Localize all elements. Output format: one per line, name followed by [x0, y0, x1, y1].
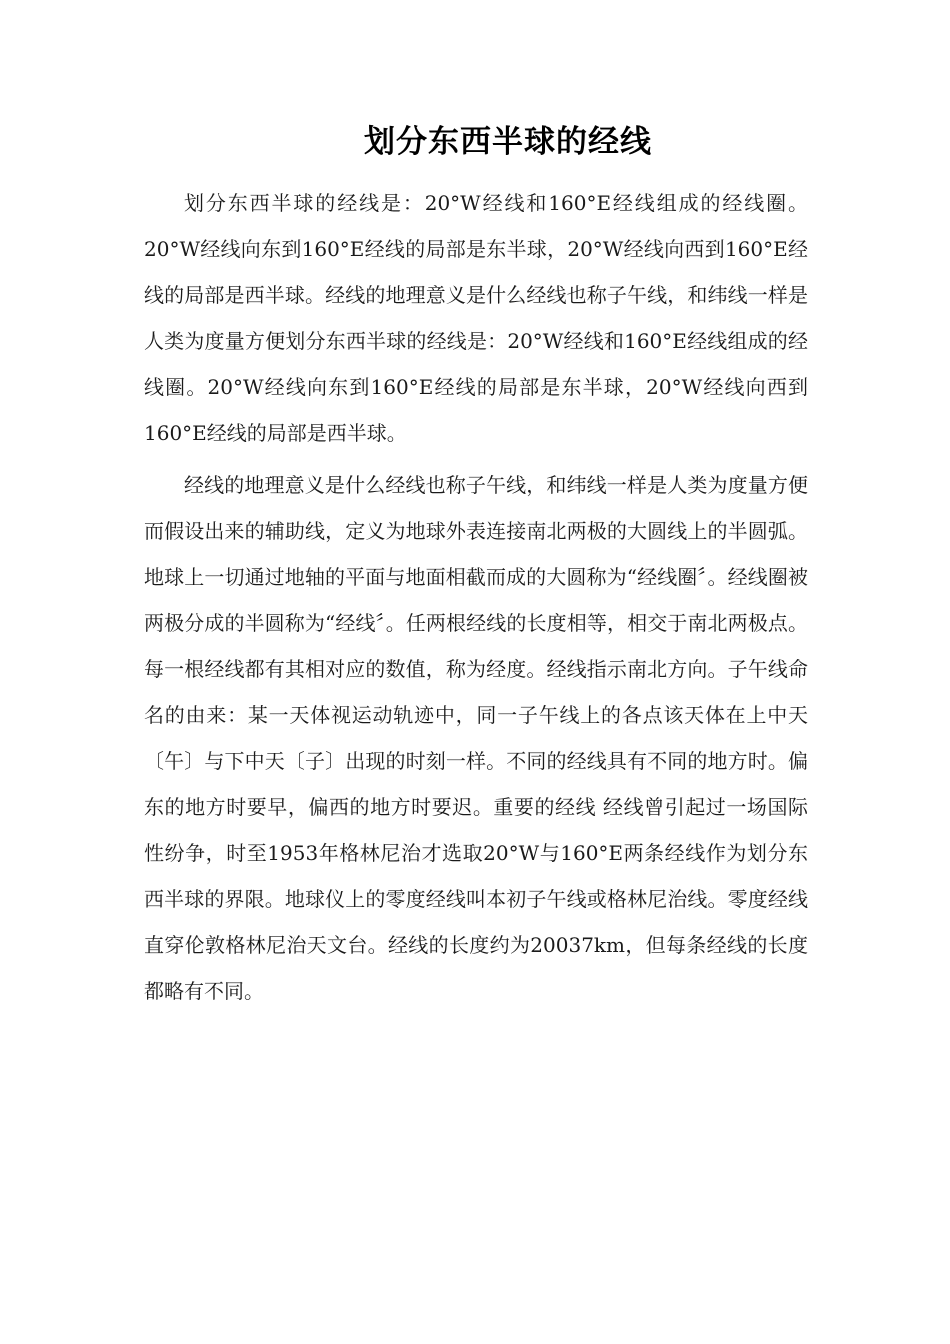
paragraph-1: 划分东西半球的经线是：20°W经线和160°E经线组成的经线圈。20°W经线向东到160°E经线的局部是东半球，20°W经线向西到160°E经线的局部是西半球。经线的地理意义是什么经线也称子午线，和纬线一样是人类为度量方便划分东西半球的经线是：20°W经线和160°E经线组成的经线圈。20°W经线向东到160°E经线的局部是东半球，20°W经线向西到160°E经线的局部是西半球。: [144, 191, 808, 445]
document-title: 划分东西半球的经线: [364, 124, 652, 160]
document-body: [144, 180, 808, 1020]
paragraph-2: 经线的地理意义是什么经线也称子午线，和纬线一样是人类为度量方便而假设出来的辅助线，定义为地球外表连接南北两极的大圆线上的半圆弧。地球上一切通过地轴的平面与地面相截而成的大圆称为“经线圈〞。经线圈被两极分成的半圆称为“经线〞。任两根经线的长度相等，相交于南北两极点。每一根经线都有其相对应的数值，称为经度。经线指示南北方向。子午线命名的由来：某一天体视运动轨迹中，同一子午线上的各点该天体在上中天〔午〕与下中天〔子〕出现的时刻一样。不同的经线具有不同的地方时。偏东的地方时要早，偏西的地方时要迟。重要的经线 经线曾引起过一场国际性纷争，时至1953年格林尼治才选取20°W与160°E两条经线作为划分东西半球的界限。地球仪上的零度经线叫本初子午线或格林尼治线。零度经线直穿伦敦格林尼治天文台。经线的长度约为20037km，但每条经线的长度都略有不同。: [144, 473, 808, 1003]
